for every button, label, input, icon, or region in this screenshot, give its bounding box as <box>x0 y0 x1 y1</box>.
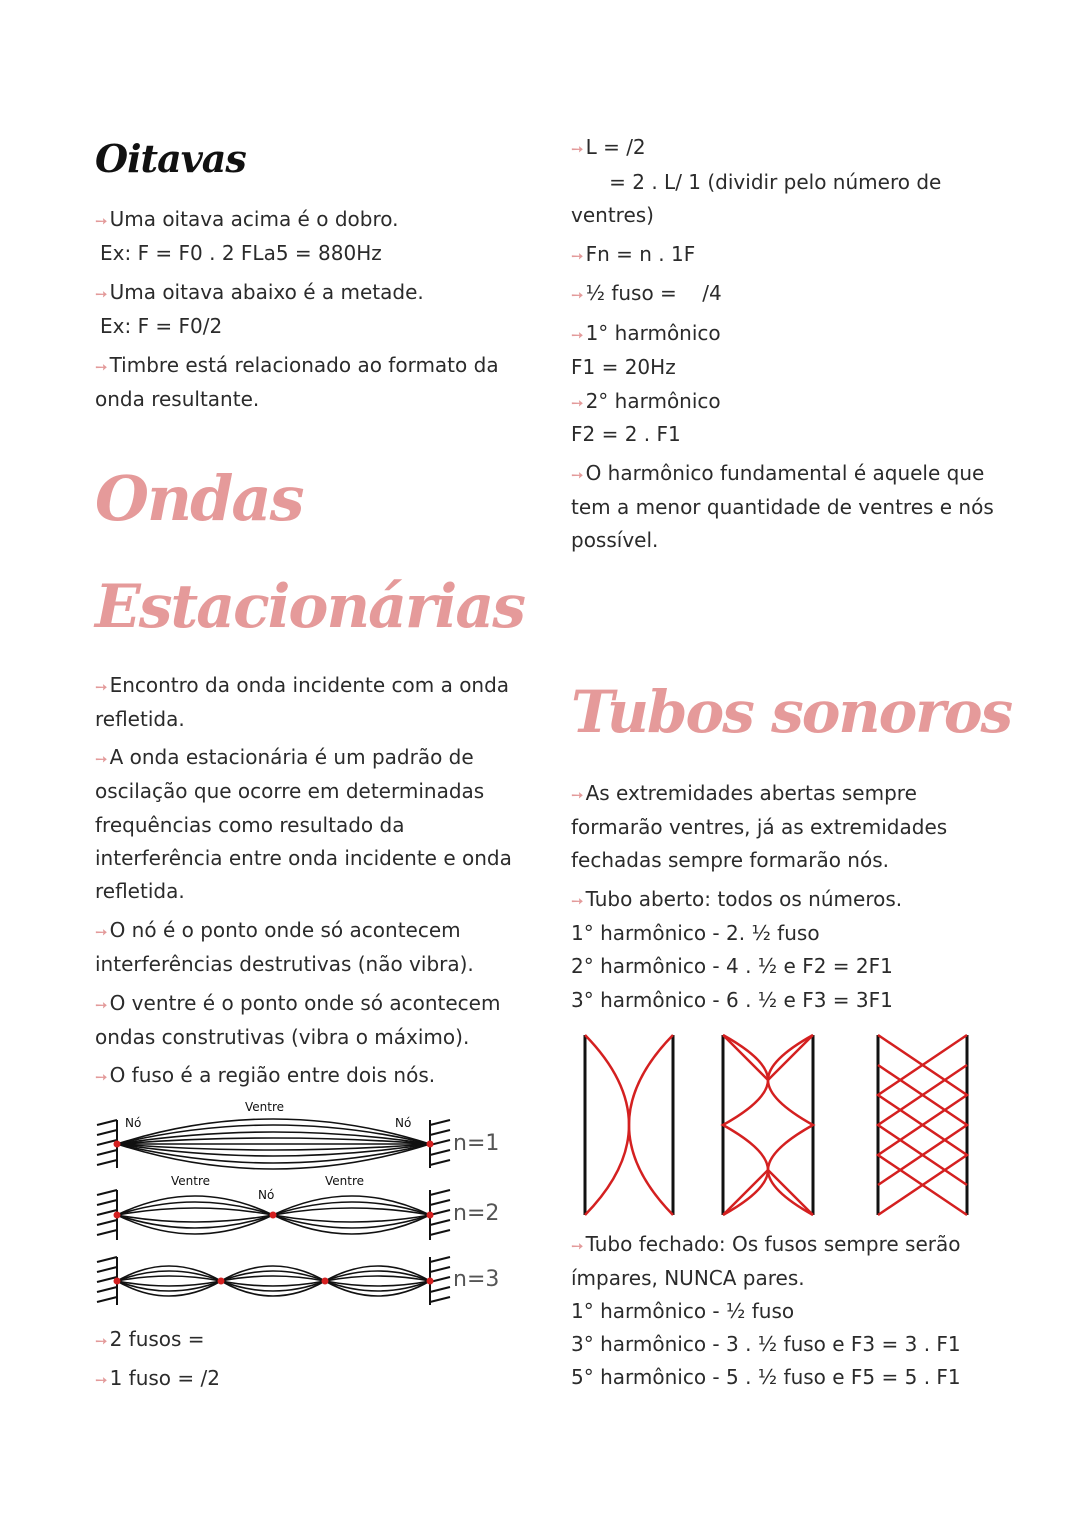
ondas-line-0: ➙ Encontro da onda incidente com a onda <box>95 673 510 697</box>
arrow-icon: ➙ <box>571 326 584 344</box>
heading-tubos-sonoros: Tubos sonoros <box>571 678 1012 746</box>
tubos-line-5: 2° harmônico - 4 . ½ e F2 = 2F1 <box>571 954 893 978</box>
right-line-7: ➙ 2° harmônico <box>571 389 721 413</box>
label-ventre: Ventre <box>245 1100 285 1114</box>
standing-wave-diagram <box>95 1095 500 1315</box>
right-line-11: possível. <box>571 528 659 552</box>
oitavas-line-0: ➙ Uma oitava acima é o dobro. <box>95 207 399 231</box>
arrow-icon: ➙ <box>95 212 108 230</box>
tubos2-line-3: 3° harmônico - 3 . ½ fuso e F3 = 3 . F1 <box>571 1332 961 1356</box>
ondas-after-line-0: ➙ 2 fusos = <box>95 1327 205 1351</box>
tubos-line-3: ➙ Tubo aberto: todos os números. <box>571 887 903 911</box>
diagram-row-n2 <box>97 1174 499 1240</box>
arrow-icon: ➙ <box>571 786 584 804</box>
label-n3: n=3 <box>453 1267 500 1292</box>
arrow-icon: ➙ <box>95 996 108 1014</box>
tubos-line-0: ➙ As extremidades abertas sempre <box>571 781 917 805</box>
tube-harmonic-2 <box>723 1035 813 1215</box>
label-no-left: Nó <box>125 1116 142 1130</box>
ondas-line-3: oscilação que ocorre em determinadas <box>95 779 485 803</box>
tubos2-line-4: 5° harmônico - 5 . ½ fuso e F5 = 5 . F1 <box>571 1365 961 1389</box>
right-line-5: ➙ 1° harmônico <box>571 321 721 345</box>
tubos2-line-0: ➙ Tubo fechado: Os fusos sempre serão <box>571 1232 961 1256</box>
tubos-line-4: 1° harmônico - 2. ½ fuso <box>571 921 820 945</box>
tubos-line-6: 3° harmônico - 6 . ½ e F3 = 3F1 <box>571 988 893 1012</box>
ondas-line-7: ➙ O nó é o ponto onde só acontecem <box>95 918 461 942</box>
right-line-3: ➙ Fn = n . 1F <box>571 242 696 266</box>
heading-oitavas: Oitavas <box>95 136 246 181</box>
tubos-line-2: fechadas sempre formarão nós. <box>571 848 889 872</box>
oitavas-line-4: ➙ Timbre está relacionado ao formato da <box>95 353 499 377</box>
ondas-line-11: ➙ O fuso é a região entre dois nós. <box>95 1063 436 1087</box>
oitavas-line-5: onda resultante. <box>95 387 260 411</box>
ondas-line-6: refletida. <box>95 879 185 903</box>
label-no-middle: Nó <box>258 1188 275 1202</box>
ondas-line-5: interferência entre onda incidente e onda <box>95 846 512 870</box>
label-n1: n=1 <box>453 1131 500 1156</box>
diagram-row-n1 <box>97 1100 499 1169</box>
right-line-2: ventres) <box>571 203 654 227</box>
ondas-line-9: ➙ O ventre é o ponto onde só acontecem <box>95 991 501 1015</box>
diagram-row-n3 <box>97 1257 499 1305</box>
right-line-4: ➙ ½ fuso = /4 <box>571 281 722 305</box>
arrow-icon: ➙ <box>95 1371 108 1389</box>
tubo-aberto-diagram <box>575 1030 975 1220</box>
arrow-icon: ➙ <box>571 140 584 158</box>
ondas-line-8: interferências destrutivas (não vibra). <box>95 952 474 976</box>
tubos-line-1: formarão ventres, já as extremidades <box>571 815 948 839</box>
arrow-icon: ➙ <box>95 1332 108 1350</box>
right-line-6: F1 = 20Hz <box>571 355 676 379</box>
tubos2-line-2: 1° harmônico - ½ fuso <box>571 1299 795 1323</box>
arrow-icon: ➙ <box>95 285 108 303</box>
tube-harmonic-1 <box>585 1035 673 1215</box>
oitavas-line-3: Ex: F = F0/2 <box>100 314 223 338</box>
ondas-line-2: ➙ A onda estacionária é um padrão de <box>95 745 474 769</box>
ondas-line-10: ondas construtivas (vibra o máximo). <box>95 1025 470 1049</box>
right-line-8: F2 = 2 . F1 <box>571 422 681 446</box>
label-ventre-left: Ventre <box>171 1174 211 1188</box>
heading-ondas: Ondas <box>95 462 303 535</box>
ondas-line-1: refletida. <box>95 707 185 731</box>
heading-estacionarias: Estacionárias <box>95 572 525 642</box>
arrow-icon: ➙ <box>571 1237 584 1255</box>
arrow-icon: ➙ <box>95 678 108 696</box>
right-line-10: tem a menor quantidade de ventres e nós <box>571 495 994 519</box>
label-ventre-right: Ventre <box>325 1174 365 1188</box>
oitavas-line-1: Ex: F = F0 . 2 FLa5 = 880Hz <box>100 241 382 265</box>
right-line-0: ➙ L = /2 <box>571 135 646 159</box>
right-line-1: = 2 . L/ 1 (dividir pelo número de <box>571 170 942 194</box>
arrow-icon: ➙ <box>95 923 108 941</box>
ondas-after-line-1: ➙ 1 fuso = /2 <box>95 1366 220 1390</box>
label-no-right: Nó <box>395 1116 412 1130</box>
arrow-icon: ➙ <box>571 892 584 910</box>
arrow-icon: ➙ <box>95 750 108 768</box>
right-line-9: ➙ O harmônico fundamental é aquele que <box>571 461 985 485</box>
arrow-icon: ➙ <box>571 466 584 484</box>
arrow-icon: ➙ <box>95 358 108 376</box>
oitavas-line-2: ➙ Uma oitava abaixo é a metade. <box>95 280 424 304</box>
ondas-line-4: frequências como resultado da <box>95 813 405 837</box>
label-n2: n=2 <box>453 1201 500 1226</box>
arrow-icon: ➙ <box>95 1068 108 1086</box>
arrow-icon: ➙ <box>571 247 584 265</box>
tube-harmonic-3 <box>878 1035 967 1215</box>
tubos2-line-1: ímpares, NUNCA pares. <box>571 1266 805 1290</box>
arrow-icon: ➙ <box>571 394 584 412</box>
arrow-icon: ➙ <box>571 286 584 304</box>
